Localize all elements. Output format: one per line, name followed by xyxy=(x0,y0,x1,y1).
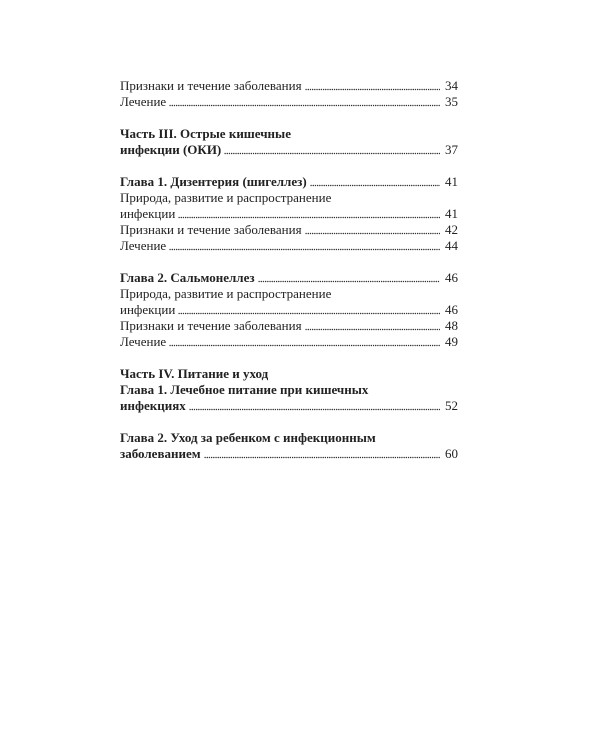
chapter-heading-cont: заболеванием xyxy=(120,446,201,461)
toc-entry[interactable] xyxy=(120,142,458,158)
toc-entry-page: 60 xyxy=(445,446,458,461)
toc-entry-page: 37 xyxy=(445,142,458,157)
dot-leader xyxy=(178,311,440,315)
toc-entry-title[interactable]: Природа, развитие и распространение xyxy=(120,286,332,301)
toc-entry-title: Признаки и течение заболевания xyxy=(120,222,302,237)
toc-entry[interactable] xyxy=(120,206,458,222)
dot-leader xyxy=(204,455,440,459)
dot-leader xyxy=(178,215,440,219)
dot-leader xyxy=(169,103,440,107)
part-heading[interactable]: Часть IV. Питание и уход xyxy=(120,366,269,381)
toc-entry-page: 41 xyxy=(445,206,458,221)
chapter-heading[interactable]: Глава 2. Уход за ребенком с инфекционным xyxy=(120,430,376,445)
toc-entry[interactable] xyxy=(120,94,458,110)
toc-entry-page: 49 xyxy=(445,334,458,349)
chapter-heading[interactable]: Глава 1. Лечебное питание при кишечных xyxy=(120,382,369,397)
dot-leader xyxy=(169,247,440,251)
toc-entry[interactable] xyxy=(120,446,458,462)
toc-entry-title: Признаки и течение заболевания xyxy=(120,78,302,93)
toc-entry[interactable] xyxy=(120,334,458,350)
toc-group-ch1 xyxy=(120,174,458,254)
toc-group-part4 xyxy=(120,366,458,414)
toc-entry[interactable] xyxy=(120,318,458,334)
dot-leader xyxy=(169,343,440,347)
toc-entry-page: 48 xyxy=(445,318,458,333)
chapter-heading: Глава 2. Сальмонеллез xyxy=(120,270,255,285)
toc-entry-title: Лечение xyxy=(120,334,167,349)
toc-group-part2-tail xyxy=(120,78,458,110)
toc-entry-title[interactable]: Природа, развитие и распространение xyxy=(120,190,332,205)
toc-entry-title-cont: инфекции xyxy=(120,206,176,221)
dot-leader xyxy=(305,327,440,331)
toc-group-part4-ch2 xyxy=(120,430,458,462)
table-of-contents xyxy=(120,78,458,478)
toc-group-part3 xyxy=(120,126,458,158)
toc-entry-page: 46 xyxy=(445,302,458,317)
dot-leader xyxy=(305,231,440,235)
toc-group-ch2 xyxy=(120,270,458,350)
toc-entry[interactable] xyxy=(120,174,458,190)
toc-entry-page: 44 xyxy=(445,238,458,253)
toc-entry[interactable] xyxy=(120,222,458,238)
toc-entry-title: Признаки и течение заболевания xyxy=(120,318,302,333)
part-heading[interactable]: Часть III. Острые кишечные xyxy=(120,126,291,141)
toc-entry-page: 35 xyxy=(445,94,458,109)
toc-entry[interactable] xyxy=(120,398,458,414)
chapter-heading: Глава 1. Дизентерия (шигеллез) xyxy=(120,174,307,189)
toc-entry[interactable] xyxy=(120,302,458,318)
toc-entry-page: 42 xyxy=(445,222,458,237)
toc-entry-title: Лечение xyxy=(120,94,167,109)
toc-entry[interactable] xyxy=(120,78,458,94)
toc-entry-title-cont: инфекции xyxy=(120,302,176,317)
toc-entry-title: Лечение xyxy=(120,238,167,253)
toc-entry-page: 34 xyxy=(445,78,458,93)
dot-leader xyxy=(305,87,440,91)
part-heading-cont: инфекции (ОКИ) xyxy=(120,142,222,157)
toc-entry[interactable] xyxy=(120,270,458,286)
dot-leader xyxy=(224,151,440,155)
toc-entry-page: 46 xyxy=(445,270,458,285)
dot-leader xyxy=(258,279,440,283)
toc-entry-page: 41 xyxy=(445,174,458,189)
dot-leader xyxy=(189,407,440,411)
dot-leader xyxy=(310,183,440,187)
toc-entry-page: 52 xyxy=(445,398,458,413)
toc-entry[interactable] xyxy=(120,238,458,254)
chapter-heading-cont: инфекциях xyxy=(120,398,186,413)
